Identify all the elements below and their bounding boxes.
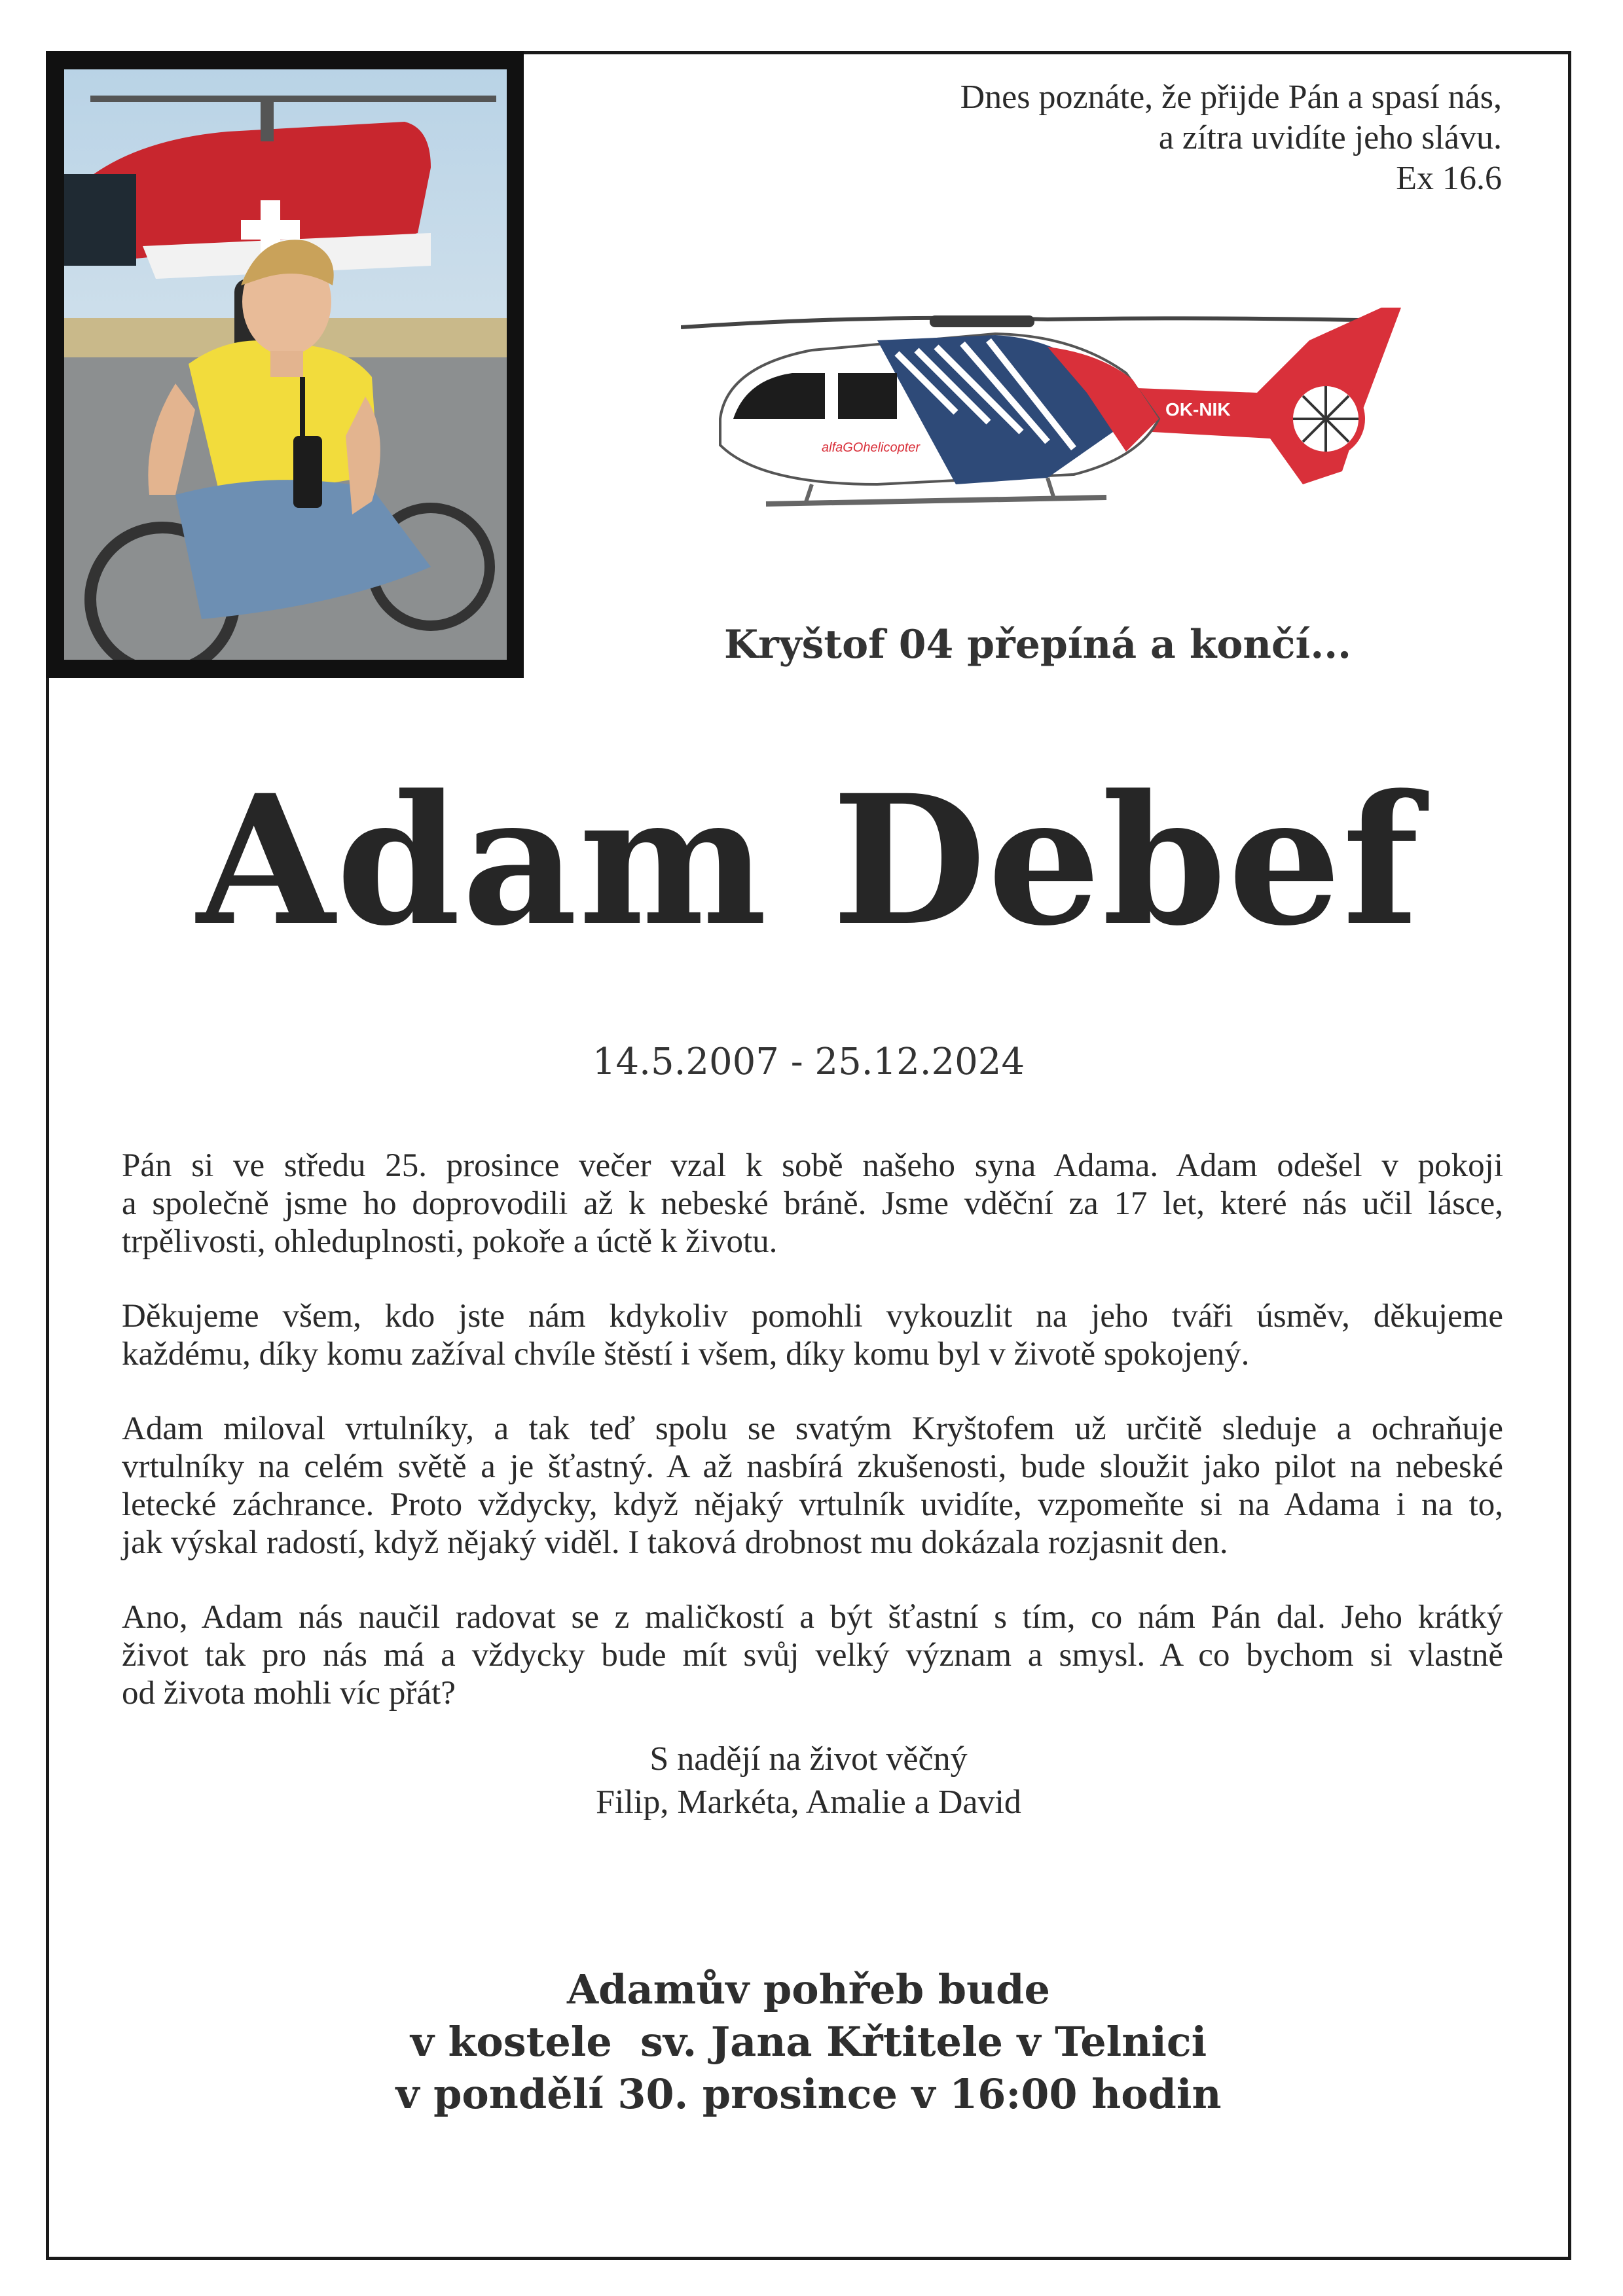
verse-line-1: Dnes poznáte, že přijde Pán a spasí nás, (960, 79, 1502, 116)
life-dates: 14.5.2007 - 25.12.2024 (592, 1041, 1025, 1083)
verse-reference: Ex 16.6 (1396, 160, 1502, 197)
funeral-line-2: v kostele sv. Jana Křtitele v Telnici (410, 2018, 1207, 2066)
portrait-photo (46, 51, 524, 678)
paragraph (122, 1410, 1503, 1562)
deceased-name: Adam Debef (196, 757, 1421, 965)
text-line: od života mohli víc přát? (122, 1675, 456, 1712)
text-line: a společně jsme ho doprovodili až k nebeské bráně. Jsme vděční za 17 let, které nás učil lásce, (122, 1185, 1503, 1222)
signature-line-1: S nadějí na život věčný (649, 1740, 968, 1778)
text-line: Děkujeme všem, kdo jste nám kdykoliv pomohli vykouzlit na jeho tváři úsměv, děkujeme (122, 1298, 1503, 1335)
obituary-text (122, 1147, 1503, 1749)
helicopter-illustration (681, 288, 1408, 550)
text-line: Ano, Adam nás naučil radovat se z maličkostí a být šťastní s tím, co nám Pán dal. Jeho krátký (122, 1599, 1503, 1636)
text-line: vrtulníky na celém světě a je šťastný. A až nasbírá zkušenosti, bude sloužit jako pilot na nebeské (122, 1448, 1503, 1485)
text-line: trpělivosti, ohleduplnosti, pokoře a úctě k životu. (122, 1223, 778, 1260)
funeral-line-1: Adamův pohřeb bude (567, 1965, 1050, 2013)
paragraph (122, 1598, 1503, 1712)
family-signature (46, 1738, 1571, 1824)
text-line: letecké záchrance. Proto vždycky, když nějaký vrtulník uvidíte, vzpomeňte si na Adama i na to, (122, 1486, 1503, 1523)
registration-label: OK-NIK (1165, 399, 1231, 420)
paragraph (122, 1297, 1503, 1373)
operator-label: alfaGOhelicopter (822, 440, 921, 455)
text-line: jak výskal radostí, když nějaký viděl. I taková drobnost mu dokázala rozjasnit den. (122, 1524, 1228, 1561)
bible-verse (847, 77, 1502, 199)
text-line: Adam miloval vrtulníky, a tak teď spolu se svatým Kryštofem už určitě sleduje a ochraňuje (122, 1410, 1503, 1447)
paragraph (122, 1147, 1503, 1261)
funeral-announcement (46, 1964, 1571, 2121)
text-line: Pán si ve středu 25. prosince večer vzal k sobě našeho syna Adama. Adam odešel v pokoji (122, 1147, 1503, 1184)
text-line: život tak pro nás má a vždycky bude mít svůj velký význam a smysl. A co bychom si vlastně (122, 1637, 1503, 1674)
text-line: každému, díky komu zažíval chvíle štěstí i všem, díky komu byl v životě spokojený. (122, 1336, 1250, 1372)
signature-line-2: Filip, Markéta, Amalie a David (596, 1784, 1021, 1821)
verse-line-2: a zítra uvidíte jeho slávu. (1158, 119, 1502, 156)
portrait-image (64, 69, 507, 660)
funeral-line-3: v pondělí 30. prosince v 16:00 hodin (395, 2070, 1222, 2118)
subtitle: Kryštof 04 přepíná a končí... (723, 622, 1352, 668)
